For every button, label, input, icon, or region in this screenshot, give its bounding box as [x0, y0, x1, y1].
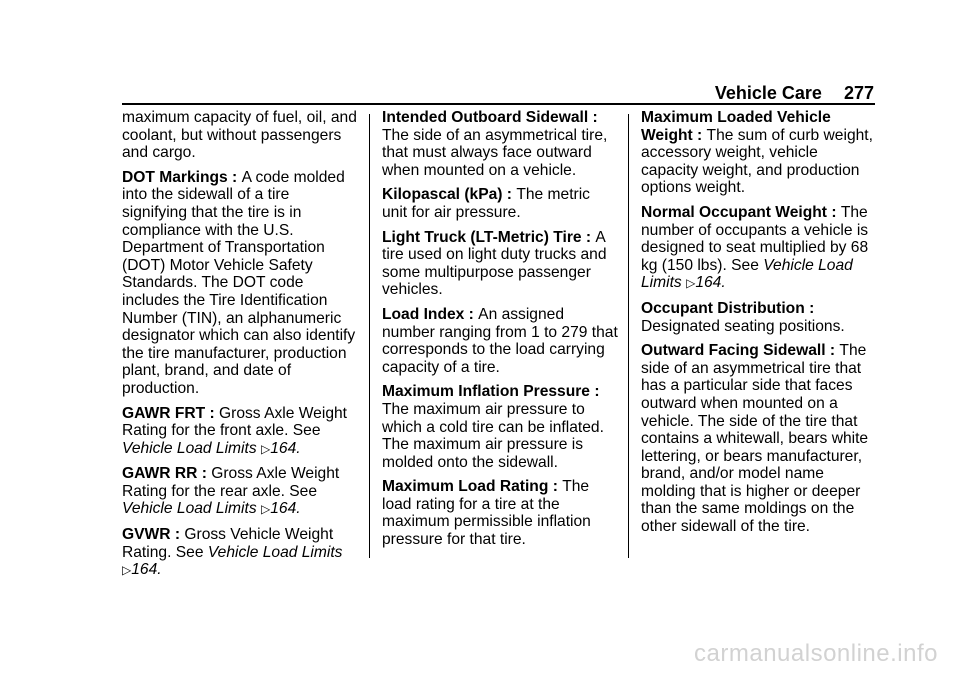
page-ref-arrow-icon: ▷: [122, 563, 132, 578]
definition-text: maximum capacity of fuel, oil, and coolant, but without passengers and cargo.: [122, 109, 357, 162]
term: Occupant Distribution: [641, 299, 805, 317]
glossary-entry-kilopascal: Kilopascal (kPa) : The metric unit for air pressure.: [382, 186, 590, 221]
glossary-entry-occupant-distribution: Occupant Distribution : Designated seating positions.: [641, 299, 845, 335]
term: GAWR RR: [122, 465, 198, 483]
glossary-entry-normal-occupant-weight: Normal Occupant Weight : The number of occupants a vehicle is designed to seat multiplied by 68 kg (150 lbs). See Vehicle Load Limits ▷164.: [641, 203, 869, 292]
term: GAWR FRT: [122, 404, 206, 422]
page-ref-arrow-icon: ▷: [260, 441, 271, 456]
header-rule: [122, 103, 875, 105]
page-number: 277: [843, 83, 874, 103]
page-ref-arrow-icon: ▷: [260, 502, 271, 517]
definition-text: An assigned number ranging from 1 to 279 that corresponds to the load carrying capacity of a tire.: [382, 305, 618, 376]
definition-text: Designated seating positions.: [641, 317, 845, 335]
cross-reference-link[interactable]: Vehicle Load Limits ▷164.: [122, 439, 301, 457]
cross-reference-link[interactable]: Vehicle Load Limits ▷164.: [122, 500, 301, 518]
glossary-entry-maximum-loaded-vehicle-weight: Maximum Loaded Vehicle Weight : The sum of curb weight, accessory weight, vehicle capacity weight, and production options weight.: [641, 109, 873, 197]
definition-text: Gross Vehicle Weight Rating. See: [122, 526, 334, 561]
definition-text: Gross Axle Weight Rating for the front axle. See: [122, 404, 347, 440]
definition-text: The metric unit for air pressure.: [382, 186, 590, 221]
definition-text: The side of an asymmetrical tire, that must always face outward when mounted on a vehicle.: [382, 126, 608, 179]
term: Maximum Loaded Vehicle Weight: [641, 109, 831, 144]
term: Maximum Inflation Pressure: [382, 383, 590, 401]
page-ref-number: 164: [270, 439, 297, 457]
definition-text: Gross Axle Weight Rating for the rear axle. See: [122, 465, 340, 500]
page-ref-number: 164: [270, 500, 297, 518]
page-ref-number: 164: [131, 561, 158, 579]
glossary-entry-intended-outboard-sidewall: Intended Outboard Sidewall : The side of an asymmetrical tire, that must always face outward when mounted on a vehicle.: [382, 109, 608, 179]
term: Outward Facing Sidewall: [641, 342, 826, 360]
watermark: carmanualsonline.info: [694, 640, 938, 667]
column-1: [122, 109, 358, 587]
term: Load Index: [382, 305, 465, 323]
term: Light Truck (LT-Metric) Tire: [382, 228, 582, 246]
definition-text: A code molded into the sidewall of a tire signifying that the tire is in compliance with the U.S. Department of Transportation (DOT) Motor Vehicle Safety Standards. The DOT code includes the Tire Identification Number (TIN), an alphanumeric designator which can also identify the tire manufacturer, production plant, brand, and date of production.: [122, 168, 356, 397]
glossary-entry-maximum-load-rating: Maximum Load Rating : The load rating for a tire at the maximum permissible inflation pressure for that tire.: [382, 478, 591, 549]
column-2: [382, 109, 618, 556]
page-header: [715, 83, 874, 104]
glossary-entry-light-truck-tire: Light Truck (LT-Metric) Tire : A tire used on light duty trucks and some multipurpose passenger vehicles.: [382, 228, 607, 299]
column-divider-1: [369, 114, 370, 558]
cross-reference-link[interactable]: Vehicle Load Limits ▷164.: [122, 543, 343, 579]
definition-text: The side of an asymmetrical tire that has a particular side that faces outward when mounted on a vehicle. The side of the tire that contains a whitewall, bears white lettering, or bears manufacturer, brand, and/or model name molding that is higher or deeper than the same moldings on the other sidewall of the tire.: [641, 342, 869, 536]
term: Intended Outboard Sidewall: [382, 109, 589, 126]
definition-text: The maximum air pressure to which a cold tire can be inflated. The maximum air pressure is molded onto the sidewall.: [382, 400, 604, 471]
page-ref-number: 164: [695, 274, 722, 292]
definition-text: A tire used on light duty trucks and some multipurpose passenger vehicles.: [382, 228, 607, 299]
glossary-entry-gawr-frt: GAWR FRT : Gross Axle Weight Rating for the front axle. See Vehicle Load Limits ▷164.: [122, 404, 347, 457]
definition-text: The sum of curb weight, accessory weight, vehicle capacity weight, and production options weight.: [641, 126, 873, 197]
definition-text: The number of occupants a vehicle is designed to seat multiplied by 68 kg (150 lbs). See: [641, 203, 869, 274]
glossary-entry-outward-facing-sidewall: Outward Facing Sidewall : The side of an asymmetrical tire that has a particular side that faces outward when mounted on a vehicle. The side of the tire that contains a whitewall, bears white lettering, or bears manufacturer, brand, and/or model name molding that is higher or deeper than the same moldings on the other sidewall of the tire.: [641, 342, 869, 536]
column-divider-2: [628, 114, 629, 558]
glossary-entry-gawr-rr: GAWR RR : Gross Axle Weight Rating for the rear axle. See Vehicle Load Limits ▷164.: [122, 465, 340, 518]
definition-text: The load rating for a tire at the maximum permissible inflation pressure for that tire.: [382, 478, 591, 549]
term: DOT Markings: [122, 168, 228, 186]
term: Normal Occupant Weight: [641, 203, 827, 221]
glossary-entry-maximum-inflation-pressure: Maximum Inflation Pressure : The maximum air pressure to which a cold tire can be inflated. The maximum air pressure is molded onto the sidewall.: [382, 383, 604, 471]
glossary-entry-load-index: Load Index : An assigned number ranging from 1 to 279 that corresponds to the load carrying capacity of a tire.: [382, 305, 618, 376]
term: Maximum Load Rating: [382, 478, 549, 496]
term: Kilopascal (kPa): [382, 186, 503, 204]
term: GVWR: [122, 526, 171, 544]
glossary-entry-dot-markings: DOT Markings : A code molded into the sidewall of a tire signifying that the tire is in compliance with the U.S. Department of Transportation (DOT) Motor Vehicle Safety Standards. The DOT code includes the Tire Identification Number (TIN), an alphanumeric designator which can also identify the tire manufacturer, production plant, brand, and date of production.: [122, 168, 356, 397]
column-3: [641, 109, 877, 543]
page-ref-arrow-icon: ▷: [686, 276, 696, 291]
glossary-entry-gvwr: GVWR : Gross Vehicle Weight Rating. See Vehicle Load Limits ▷164.: [122, 526, 343, 579]
continued-definition: [122, 109, 358, 162]
cross-reference-link[interactable]: Vehicle Load Limits ▷164.: [641, 256, 853, 292]
section-title: Vehicle Care: [714, 83, 822, 103]
